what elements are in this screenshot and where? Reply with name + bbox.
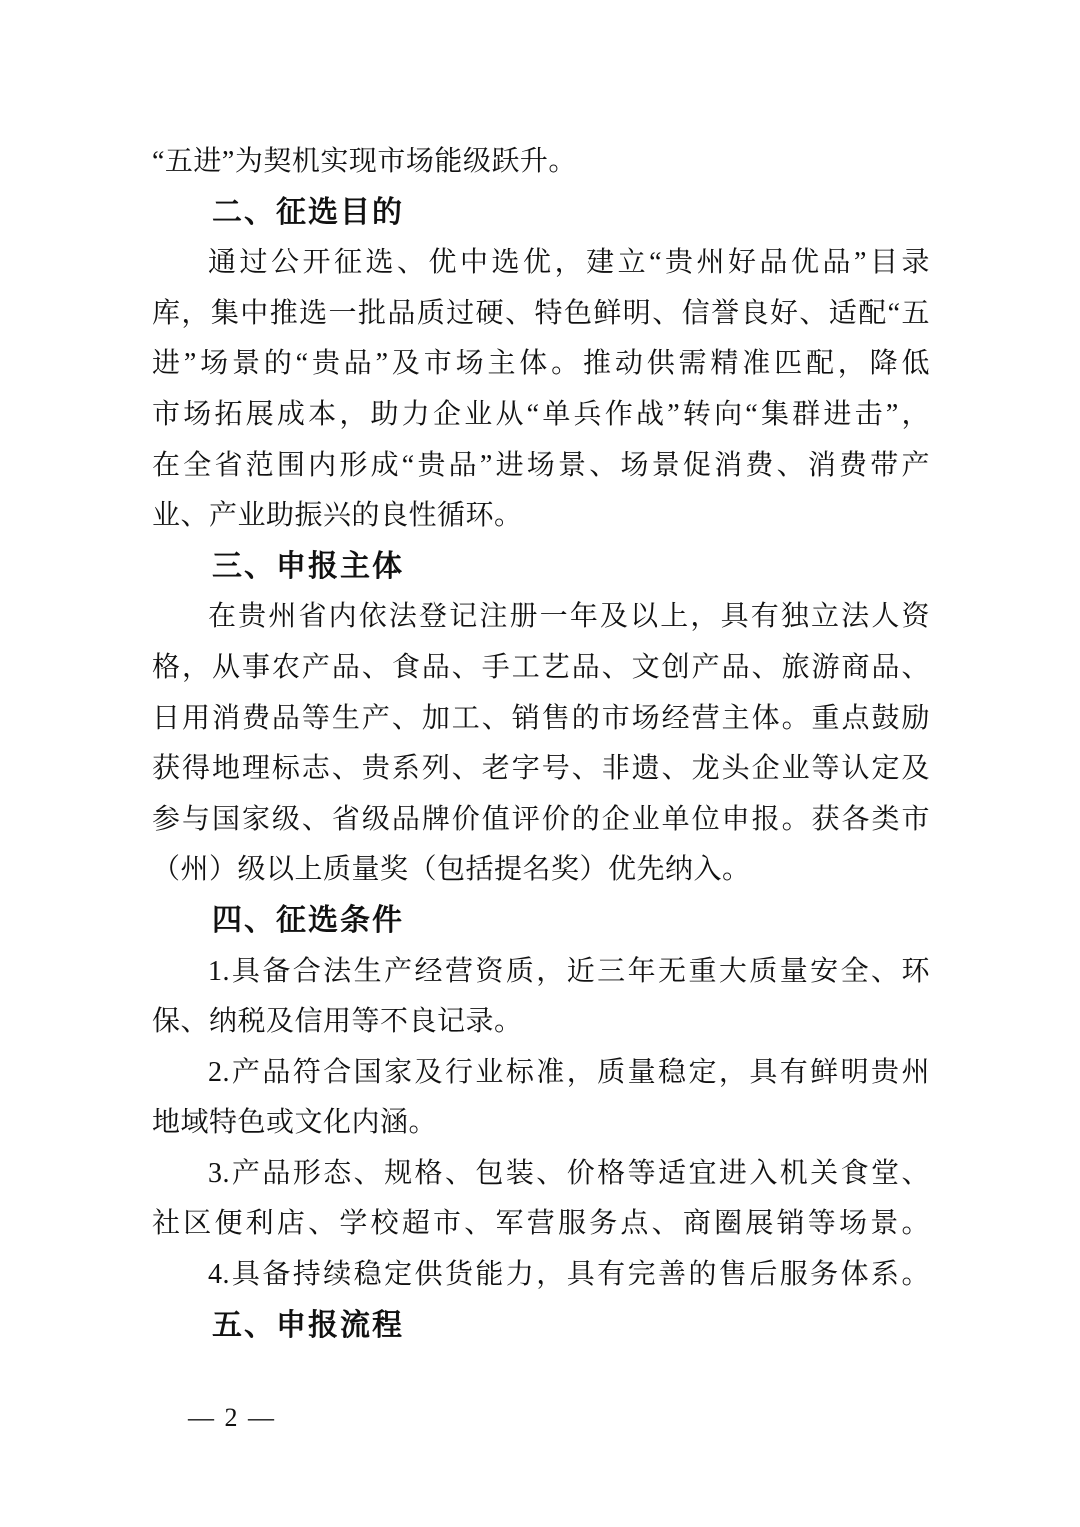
document-line: “五进”为契机实现市场能级跃升。 <box>152 146 577 177</box>
page-number: — 2 — <box>188 1403 276 1432</box>
document-line: 库，集中推选一批品质过硬、特色鲜明、信誉良好、适配“五 <box>152 297 930 329</box>
document-line: 2.产品符合国家及行业标准，质量稳定，具有鲜明贵州 <box>208 1056 930 1088</box>
document-line: 参与国家级、省级品牌价值评价的企业单位申报。获各类市 <box>152 803 930 835</box>
document-line: 在全省范围内形成“贵品”进场景、场景促消费、消费带产 <box>152 449 930 481</box>
document-line: 业、产业助振兴的良性循环。 <box>152 500 523 532</box>
document-line: 通过公开征选、优中选优，建立“贵州好品优品”目录 <box>208 247 930 279</box>
section-heading: 三、申报主体 <box>212 549 404 583</box>
section-heading: 四、征选条件 <box>212 903 404 937</box>
document-line: 1.具备合法生产经营资质，近三年无重大质量安全、环 <box>208 955 930 987</box>
document-line: 格，从事农产品、食品、手工艺品、文创产品、旅游商品、 <box>152 651 930 683</box>
document-line: 市场拓展成本，助力企业从“单兵作战”转向“集群进击”， <box>152 398 930 430</box>
document-body <box>152 137 930 1351</box>
document-line: 日用消费品等生产、加工、销售的市场经营主体。重点鼓励 <box>152 702 930 734</box>
document-line: 在贵州省内依法登记注册一年及以上，具有独立法人资 <box>208 601 930 633</box>
document-line: （州）级以上质量奖（包括提名奖）优先纳入。 <box>152 854 751 886</box>
section-heading: 二、征选目的 <box>212 195 404 229</box>
document-line: 进”场景的“贵品”及市场主体。推动供需精准匹配，降低 <box>152 348 930 380</box>
document-line: 地域特色或文化内涵。 <box>152 1107 438 1139</box>
section-heading: 五、申报流程 <box>212 1308 404 1342</box>
document-line: 获得地理标志、贵系列、老字号、非遗、龙头企业等认定及 <box>152 753 930 785</box>
document-line: 4.具备持续稳定供货能力，具有完善的售后服务体系。 <box>208 1259 930 1291</box>
document-line: 保、纳税及信用等不良记录。 <box>152 1006 523 1038</box>
document-line: 3.产品形态、规格、包装、价格等适宜进入机关食堂、 <box>208 1157 930 1189</box>
document-line: 社区便利店、学校超市、军营服务点、商圈展销等场景。 <box>152 1208 930 1240</box>
